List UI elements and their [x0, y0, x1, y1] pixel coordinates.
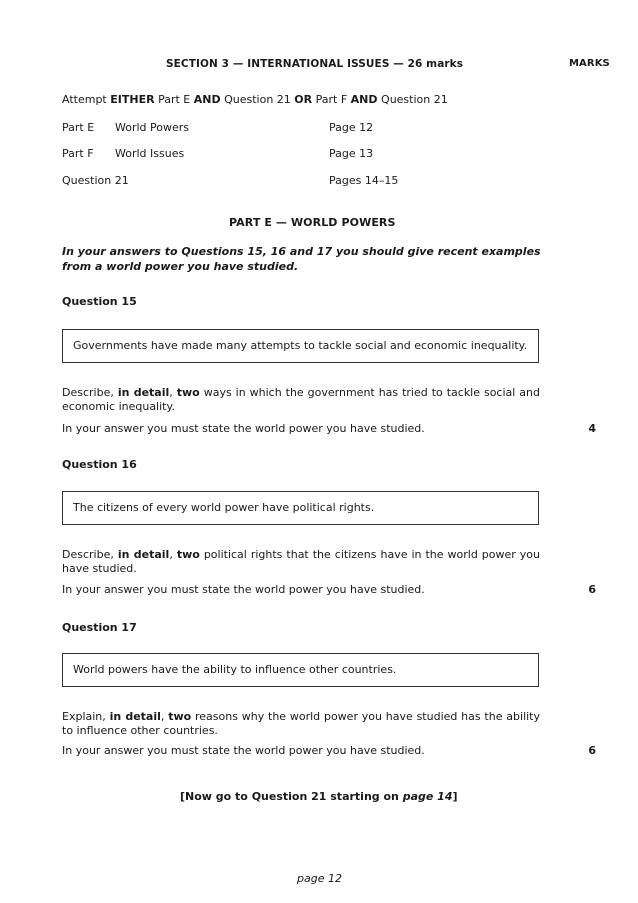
question-prompt: Explain, in detail, two reasons why the world power you have studied has the ability to influence other countries.	[62, 710, 541, 737]
section-title: SECTION 3 — INTERNATIONAL ISSUES — 26 marks	[166, 58, 464, 70]
contents-part: Part E	[62, 121, 95, 134]
question-prompt: Describe, in detail, two political rights that the citizens have in the world power you have studied.	[62, 548, 541, 575]
contents-title: World Powers	[115, 121, 190, 134]
question-title: Question 15	[62, 295, 137, 308]
question-marks: 6	[588, 744, 596, 757]
question-marks: 4	[588, 422, 596, 435]
marks-column-label: MARKS	[569, 58, 610, 69]
contents-page: Page 12	[329, 121, 374, 134]
attempt-instruction: Attempt EITHER Part E AND Question 21 OR Part F AND Question 21	[62, 93, 448, 106]
question-statement-box: World powers have the ability to influence other countries.	[62, 653, 539, 687]
part-intro: In your answers to Questions 15, 16 and 17 you should give recent examples from a world power you have studied.	[62, 245, 541, 273]
question-note: In your answer you must state the world power you have studied.	[62, 744, 425, 757]
question-statement-box: The citizens of every world power have political rights.	[62, 491, 539, 525]
question-prompt: Describe, in detail, two ways in which the government has tried to tackle social and economic inequality.	[62, 386, 540, 413]
question-note: In your answer you must state the world power you have studied.	[62, 422, 425, 435]
contents-part: Part F	[62, 147, 94, 160]
next-question-instruction: [Now go to Question 21 starting on page 14]	[180, 790, 458, 803]
contents-page: Page 13	[329, 147, 374, 160]
question-title: Question 16	[62, 458, 137, 471]
question-note: In your answer you must state the world power you have studied.	[62, 583, 425, 596]
question-statement-box: Governments have made many attempts to tackle social and economic inequality.	[62, 329, 539, 363]
question-title: Question 17	[62, 621, 137, 634]
part-title: PART E — WORLD POWERS	[229, 216, 396, 229]
question-marks: 6	[588, 583, 596, 596]
contents-title: World Issues	[115, 147, 185, 160]
contents-part: Question 21	[62, 174, 129, 187]
contents-page: Pages 14–15	[329, 174, 399, 187]
page-number: page 12	[297, 872, 342, 885]
